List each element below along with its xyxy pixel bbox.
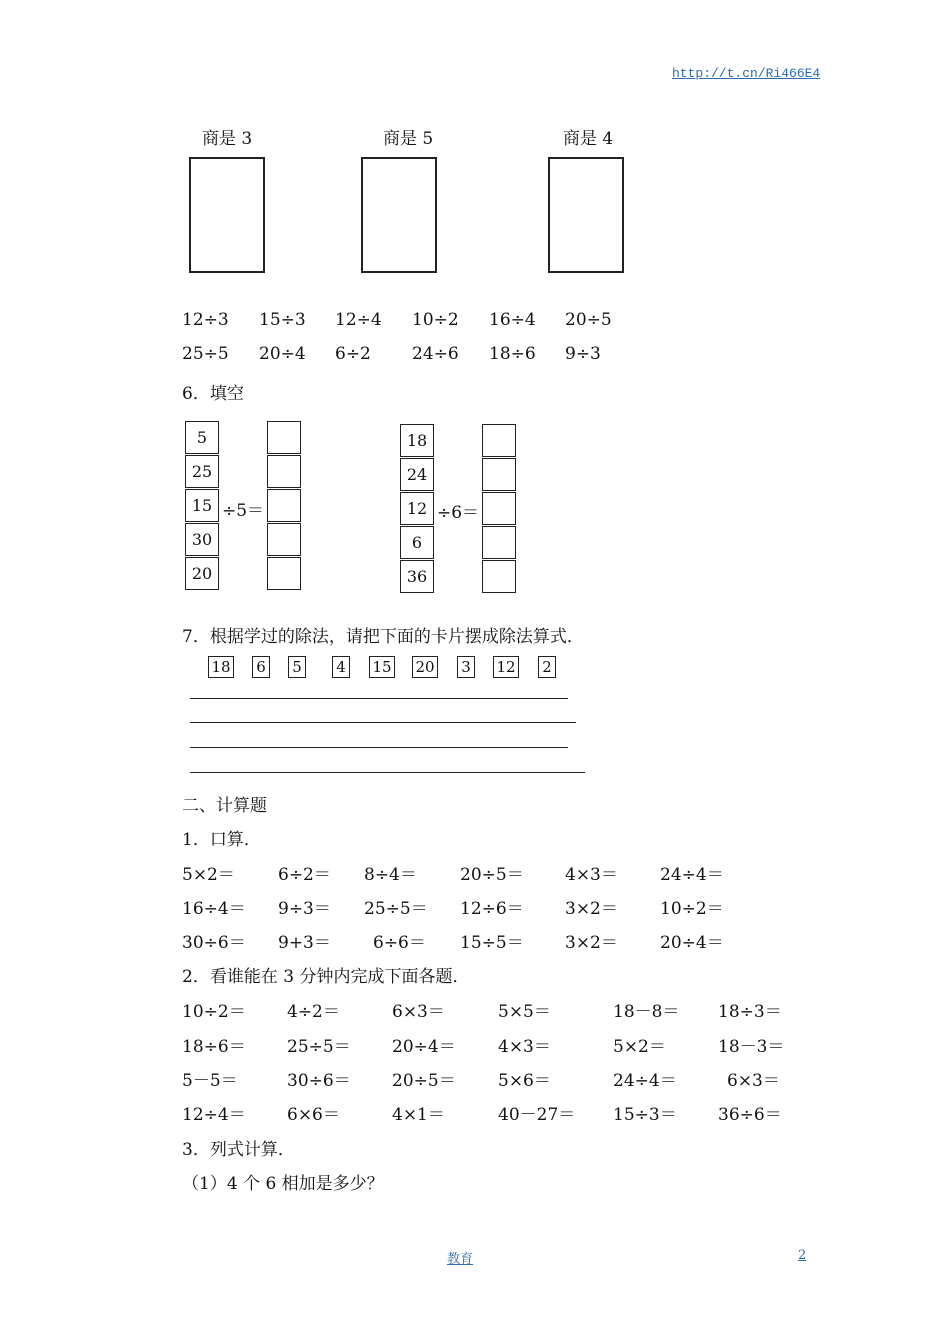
oral-expression: 24÷4＝ [660,865,724,885]
answer-cell[interactable] [482,492,516,525]
timed-expression: 18÷6＝ [182,1037,246,1057]
timed-expression: 4×3＝ [498,1037,551,1057]
timed-expression: 6×3＝ [727,1071,780,1091]
oral-expression: 15÷5＝ [460,933,524,953]
number-card[interactable]: 4 [332,656,350,678]
oral-expression: 10÷2＝ [660,899,724,919]
timed-expression: 5×2＝ [613,1037,666,1057]
number-card[interactable]: 18 [208,656,234,678]
quotient-box-4 [548,157,624,273]
number-cell: 6 [400,526,434,559]
oral-expression: 3×2＝ [565,933,618,953]
section6-title: 6．填空 [182,384,244,404]
answer-cell[interactable] [267,557,301,590]
sort-expression: 25÷5 [182,344,229,364]
answer-line[interactable] [190,747,568,748]
answer-cell[interactable] [482,560,516,593]
timed-expression: 18－8＝ [613,1002,680,1022]
footer-link[interactable]: 教育 [447,1252,474,1267]
answer-line[interactable] [190,698,568,699]
number-card[interactable]: 3 [457,656,475,678]
oral-expression: 6÷2＝ [278,865,331,885]
sort-expression: 6÷2 [335,344,371,364]
sort-expression: 12÷4 [335,310,382,330]
number-card[interactable]: 20 [412,656,438,678]
timed-expression: 5×5＝ [498,1002,551,1022]
oral-expression: 5×2＝ [182,865,235,885]
number-cell: 24 [400,458,434,491]
number-cell: 25 [185,455,219,488]
number-cell: 15 [185,489,219,522]
sort-expression: 15÷3 [259,310,306,330]
part2-title: 二、计算题 [182,796,267,816]
header-link[interactable]: http://t.cn/Ri466E4 [672,66,821,81]
oral-expression: 9+3＝ [278,933,331,953]
timed-expression: 6×6＝ [287,1105,340,1125]
sort-expression: 9÷3 [565,344,601,364]
timed-expression: 30÷6＝ [287,1071,351,1091]
quotient-label-3: 商是 3 [202,129,253,149]
answer-cell[interactable] [267,523,301,556]
number-cell: 18 [400,424,434,457]
number-card[interactable]: 15 [369,656,395,678]
number-card[interactable]: 12 [493,656,519,678]
oral-expression: 25÷5＝ [364,899,428,919]
quotient-label-5: 商是 5 [383,129,434,149]
q3-sub1: （1）4 个 6 相加是多少？ [182,1174,384,1194]
quotient-box-5 [361,157,437,273]
timed-expression: 40－27＝ [498,1105,576,1125]
sort-expression: 20÷4 [259,344,306,364]
timed-expression: 24÷4＝ [613,1071,677,1091]
q1-title: 1．口算． [182,830,261,850]
page-number: 2 [798,1248,807,1263]
answer-cell[interactable] [267,455,301,488]
sort-expression: 20÷5 [565,310,612,330]
number-cell: 20 [185,557,219,590]
timed-expression: 4÷2＝ [287,1002,340,1022]
right-operator: ÷6＝ [437,503,480,523]
timed-expression: 25÷5＝ [287,1037,351,1057]
sort-expression: 18÷6 [489,344,536,364]
timed-expression: 12÷4＝ [182,1105,246,1125]
answer-line[interactable] [190,772,585,773]
quotient-box-3 [189,157,265,273]
timed-expression: 18－3＝ [718,1037,785,1057]
sort-expression: 16÷4 [489,310,536,330]
q2-title: 2．看谁能在 3 分钟内完成下面各题． [182,967,470,987]
timed-expression: 15÷3＝ [613,1105,677,1125]
answer-cell[interactable] [482,424,516,457]
number-card[interactable]: 5 [288,656,306,678]
oral-expression: 4×3＝ [565,865,618,885]
oral-expression: 30÷6＝ [182,933,246,953]
oral-expression: 20÷5＝ [460,865,524,885]
timed-expression: 20÷5＝ [392,1071,456,1091]
oral-expression: 20÷4＝ [660,933,724,953]
number-cell: 36 [400,560,434,593]
timed-expression: 4×1＝ [392,1105,445,1125]
timed-expression: 20÷4＝ [392,1037,456,1057]
number-cell: 30 [185,523,219,556]
q3-title: 3．列式计算． [182,1140,295,1160]
timed-expression: 6×3＝ [392,1002,445,1022]
timed-expression: 18÷3＝ [718,1002,782,1022]
number-card[interactable]: 6 [252,656,270,678]
oral-expression: 9÷3＝ [278,899,331,919]
oral-expression: 3×2＝ [565,899,618,919]
left-operator: ÷5＝ [222,501,265,521]
sort-expression: 12÷3 [182,310,229,330]
timed-expression: 5－5＝ [182,1071,238,1091]
section7-title: 7．根据学过的除法，请把下面的卡片摆成除法算式． [182,627,584,647]
answer-cell[interactable] [482,526,516,559]
timed-expression: 36÷6＝ [718,1105,782,1125]
oral-expression: 8÷4＝ [364,865,417,885]
quotient-label-4: 商是 4 [563,129,614,149]
timed-expression: 10÷2＝ [182,1002,246,1022]
answer-cell[interactable] [267,489,301,522]
answer-cell[interactable] [267,421,301,454]
timed-expression: 5×6＝ [498,1071,551,1091]
number-cell: 5 [185,421,219,454]
oral-expression: 12÷6＝ [460,899,524,919]
sort-expression: 10÷2 [412,310,459,330]
sort-expression: 24÷6 [412,344,459,364]
number-card[interactable]: 2 [538,656,556,678]
number-cell: 12 [400,492,434,525]
answer-cell[interactable] [482,458,516,491]
answer-line[interactable] [190,722,576,723]
oral-expression: 6÷6＝ [373,933,426,953]
oral-expression: 16÷4＝ [182,899,246,919]
